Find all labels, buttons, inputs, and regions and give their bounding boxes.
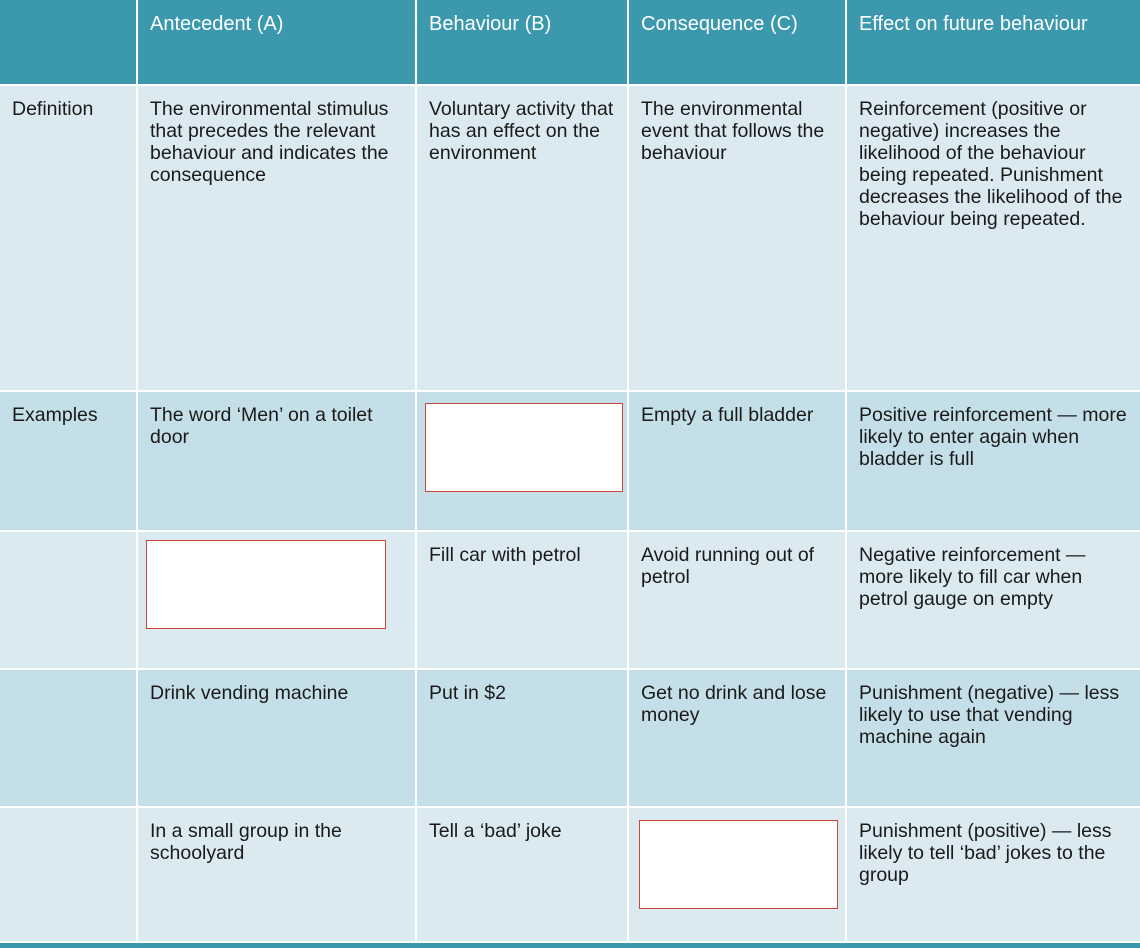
definition-row bbox=[0, 86, 1140, 392]
example-row-2 bbox=[0, 532, 1140, 670]
header-cell-empty bbox=[0, 0, 138, 84]
behaviour-cell: Fill car with petrol bbox=[417, 532, 629, 668]
effect-cell: Positive reinforcement — more likely to enter again when bladder is full bbox=[859, 404, 1127, 470]
behaviour-cell: Put in $2 bbox=[417, 670, 629, 806]
header-consequence: Consequence (C) bbox=[629, 0, 847, 84]
row-label bbox=[0, 670, 138, 806]
example-row-4 bbox=[0, 808, 1140, 943]
row-label bbox=[0, 808, 138, 941]
row-label: Examples bbox=[0, 392, 138, 530]
consequence-cell: The environmental event that follows the behaviour bbox=[629, 86, 847, 390]
table-bottom-border bbox=[0, 943, 1140, 948]
antecedent-cell bbox=[138, 532, 417, 668]
behaviour-cell bbox=[417, 392, 629, 530]
effect-cell: Negative reinforcement — more likely to fill car when petrol gauge on empty bbox=[859, 544, 1086, 610]
example-row-1 bbox=[0, 392, 1140, 532]
header-antecedent: Antecedent (A) bbox=[138, 0, 417, 84]
effect-cell: Punishment (positive) — less likely to tell ‘bad’ jokes to the group bbox=[859, 820, 1112, 886]
effect-cell: Punishment (negative) — less likely to use that vending machine again bbox=[859, 682, 1120, 748]
blank-answer-box[interactable] bbox=[146, 540, 386, 629]
consequence-cell: Avoid running out of petrol bbox=[629, 532, 847, 668]
blank-answer-box[interactable] bbox=[639, 820, 838, 909]
blank-answer-box[interactable] bbox=[425, 403, 623, 492]
effect-cell: Reinforcement (positive or negative) increases the likelihood of the behaviour being repeated. Punishment decreases the likelihood of the behaviour being repeated. bbox=[859, 98, 1123, 230]
header-effect: Effect on future behaviour bbox=[859, 13, 1088, 35]
behaviour-cell: Voluntary activity that has an effect on the environment bbox=[417, 86, 629, 390]
antecedent-cell: Drink vending machine bbox=[138, 670, 417, 806]
antecedent-cell: In a small group in the schoolyard bbox=[138, 808, 417, 941]
example-row-3 bbox=[0, 670, 1140, 808]
consequence-cell: Empty a full bladder bbox=[629, 392, 847, 530]
antecedent-cell: The environmental stimulus that precedes the relevant behaviour and indicates the consequence bbox=[138, 86, 417, 390]
row-label: Definition bbox=[0, 86, 138, 390]
header-behaviour: Behaviour (B) bbox=[417, 0, 629, 84]
consequence-cell bbox=[629, 808, 847, 941]
behaviour-cell: Tell a ‘bad’ joke bbox=[417, 808, 629, 941]
row-label bbox=[0, 532, 138, 668]
consequence-cell: Get no drink and lose money bbox=[629, 670, 847, 806]
header-row bbox=[0, 0, 1140, 86]
antecedent-cell: The word ‘Men’ on a toilet door bbox=[138, 392, 417, 530]
